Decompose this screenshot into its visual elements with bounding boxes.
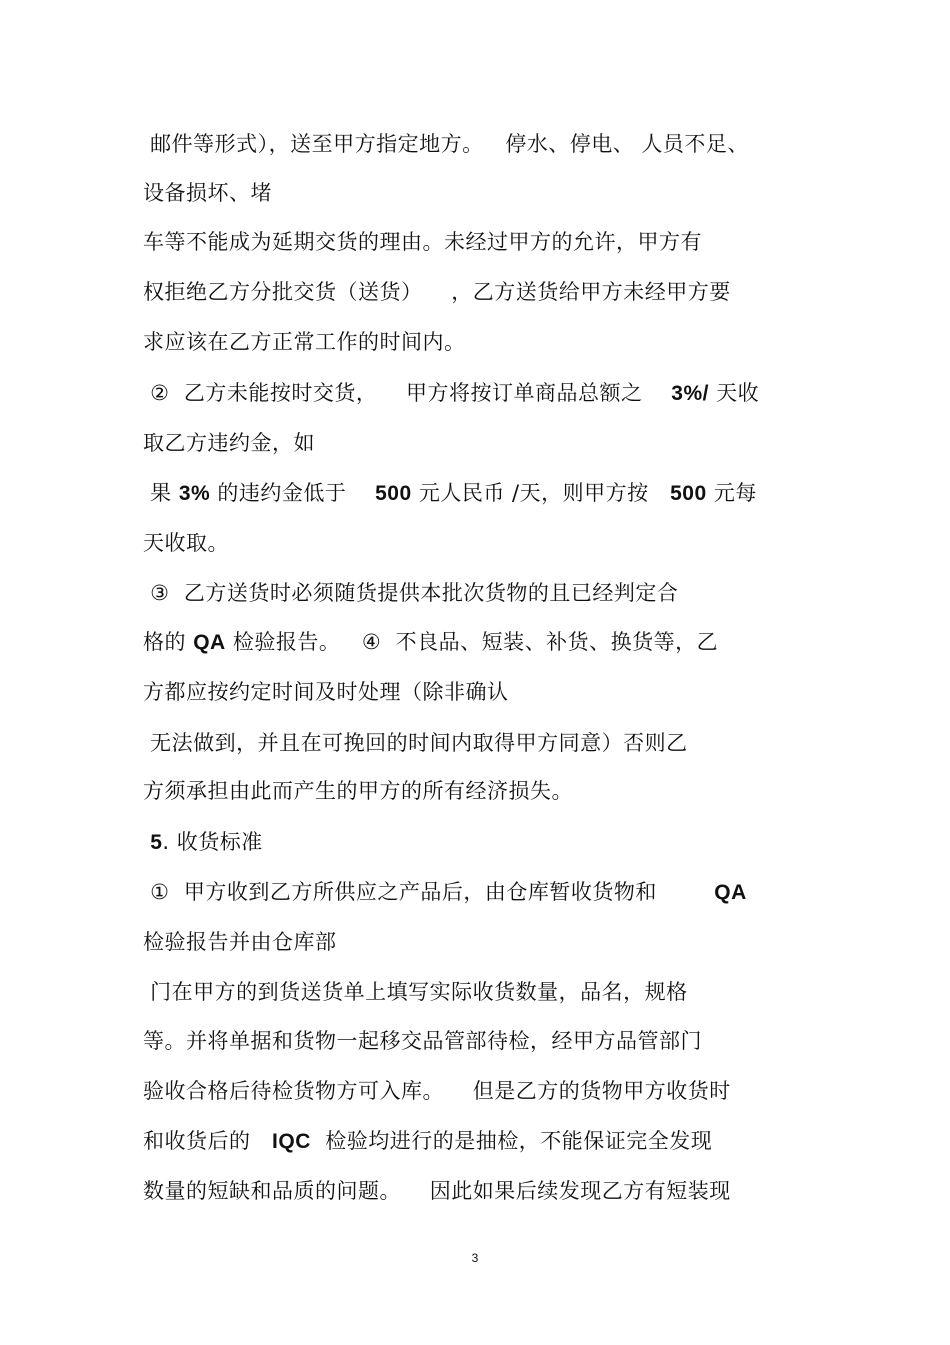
text-line: 求应该在乙方正常工作的时间内。 [143, 330, 466, 354]
text-line: ③ 乙方送货时必须随货提供本批次货物的且已经判定合 [143, 581, 679, 605]
text-line: ② 乙方未能按时交货， 甲方将按订单商品总额之 3%/ 天收 [143, 381, 760, 405]
text-line: 车等不能成为延期交货的理由。未经过甲方的允许，甲方有 [143, 230, 702, 254]
text-line: 等。并将单据和货物一起移交品管部待检，经甲方品管部门 [143, 1029, 702, 1053]
text-line: 格的 QA 检验报告。 ④ 不良品、短装、补货、换货等，乙 [143, 630, 719, 654]
text-line: 验收合格后待检货物方可入库。 但是乙方的货物甲方收货时 [143, 1079, 731, 1103]
text-line: 检验报告并由仓库部 [143, 930, 337, 954]
text-line: 门在甲方的到货送货单上填写实际收货数量，品名，规格 [143, 980, 688, 1004]
text-line: 天收取。 [143, 531, 229, 555]
text-line: 设备损坏、堵 [143, 181, 272, 205]
text-line: 和收货后的 IQC 检验均进行的是抽检，不能保证完全发现 [143, 1129, 713, 1153]
text-line: 方须承担由此而产生的甲方的所有经济损失。 [143, 779, 573, 803]
text-line: 方都应按约定时间及时处理（除非确认 [143, 680, 509, 704]
text-line: ① 甲方收到乙方所供应之产品后，由仓库暂收货物和 QA [143, 880, 747, 904]
text-line: 数量的短缺和品质的问题。 因此如果后续发现乙方有短装现 [143, 1179, 731, 1203]
text-line: 取乙方违约金，如 [143, 431, 315, 455]
text-line: 权拒绝乙方分批交货（送货） ，乙方送货给甲方未经甲方要 [143, 280, 731, 304]
text-line: 无法做到，并且在可挽回的时间内取得甲方同意）否则乙 [143, 731, 688, 755]
page-number: 3 [471, 1251, 479, 1265]
text-line: 果 3% 的违约金低于 500 元人民币 /天，则甲方按 500 元每 [143, 481, 757, 505]
section-heading: 5. 收货标准 [150, 830, 263, 854]
text-line: 邮件等形式），送至甲方指定地方。 停水、停电、 人员不足、 [143, 132, 749, 156]
